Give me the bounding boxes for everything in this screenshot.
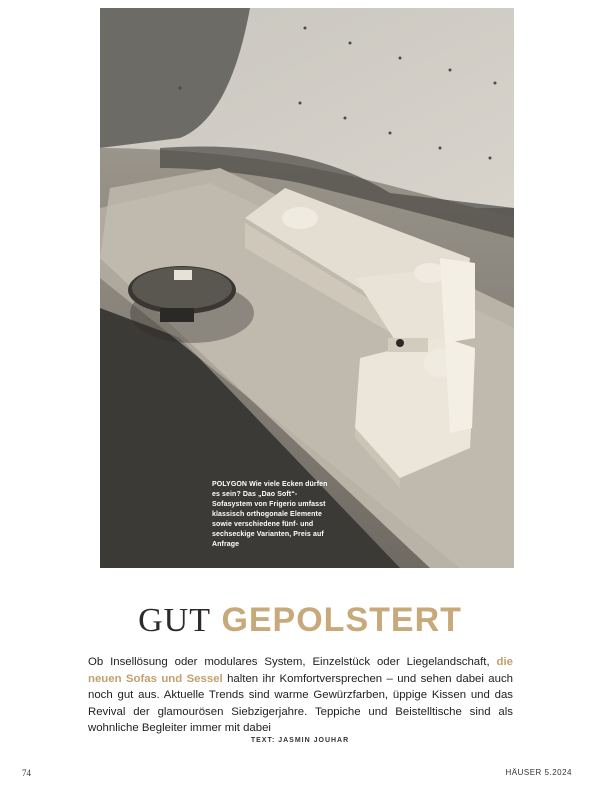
- hero-photo: [100, 8, 514, 568]
- page-headline: [0, 600, 600, 641]
- intro-after: halten ihr Komfortversprechen – und sehen dabei auch noch gut aus. Aktuelle Trends sind warme Gewürzfarben, üppige Kissen und das Revival der glamourösen Siebzigerjahre. Teppiche und Beistelltische sind als wohnliche Begleiter immer mit dabei: [88, 672, 513, 734]
- caption-label: POLYGON: [212, 481, 248, 488]
- page-number: 74: [22, 768, 31, 778]
- author-credit: TEXT: JASMIN JOUHAR: [250, 737, 350, 744]
- photo-caption: [212, 480, 332, 550]
- issue-label: HÄUSER 5.2024: [505, 768, 572, 777]
- intro-before: Ob Insellösung oder modulares System, Einzelstück oder Liegelandschaft,: [88, 656, 490, 668]
- intro-paragraph: [88, 654, 513, 737]
- side-table: [388, 338, 428, 352]
- caption-text: Wie viele Ecken dürfen es sein? Das „Dao Soft“-Sofasystem von Frigerio umfasst klassisch orthogonale Elemente sowie verschiedene fünf- und sechseckige Varianten, Preis auf Anfrage: [212, 481, 328, 548]
- intro-highlight: die neuen Sofas und Sessel: [88, 656, 513, 685]
- headline-part-1: GUT: [138, 602, 211, 639]
- headline-part-2: GEPOLSTERT: [221, 601, 462, 639]
